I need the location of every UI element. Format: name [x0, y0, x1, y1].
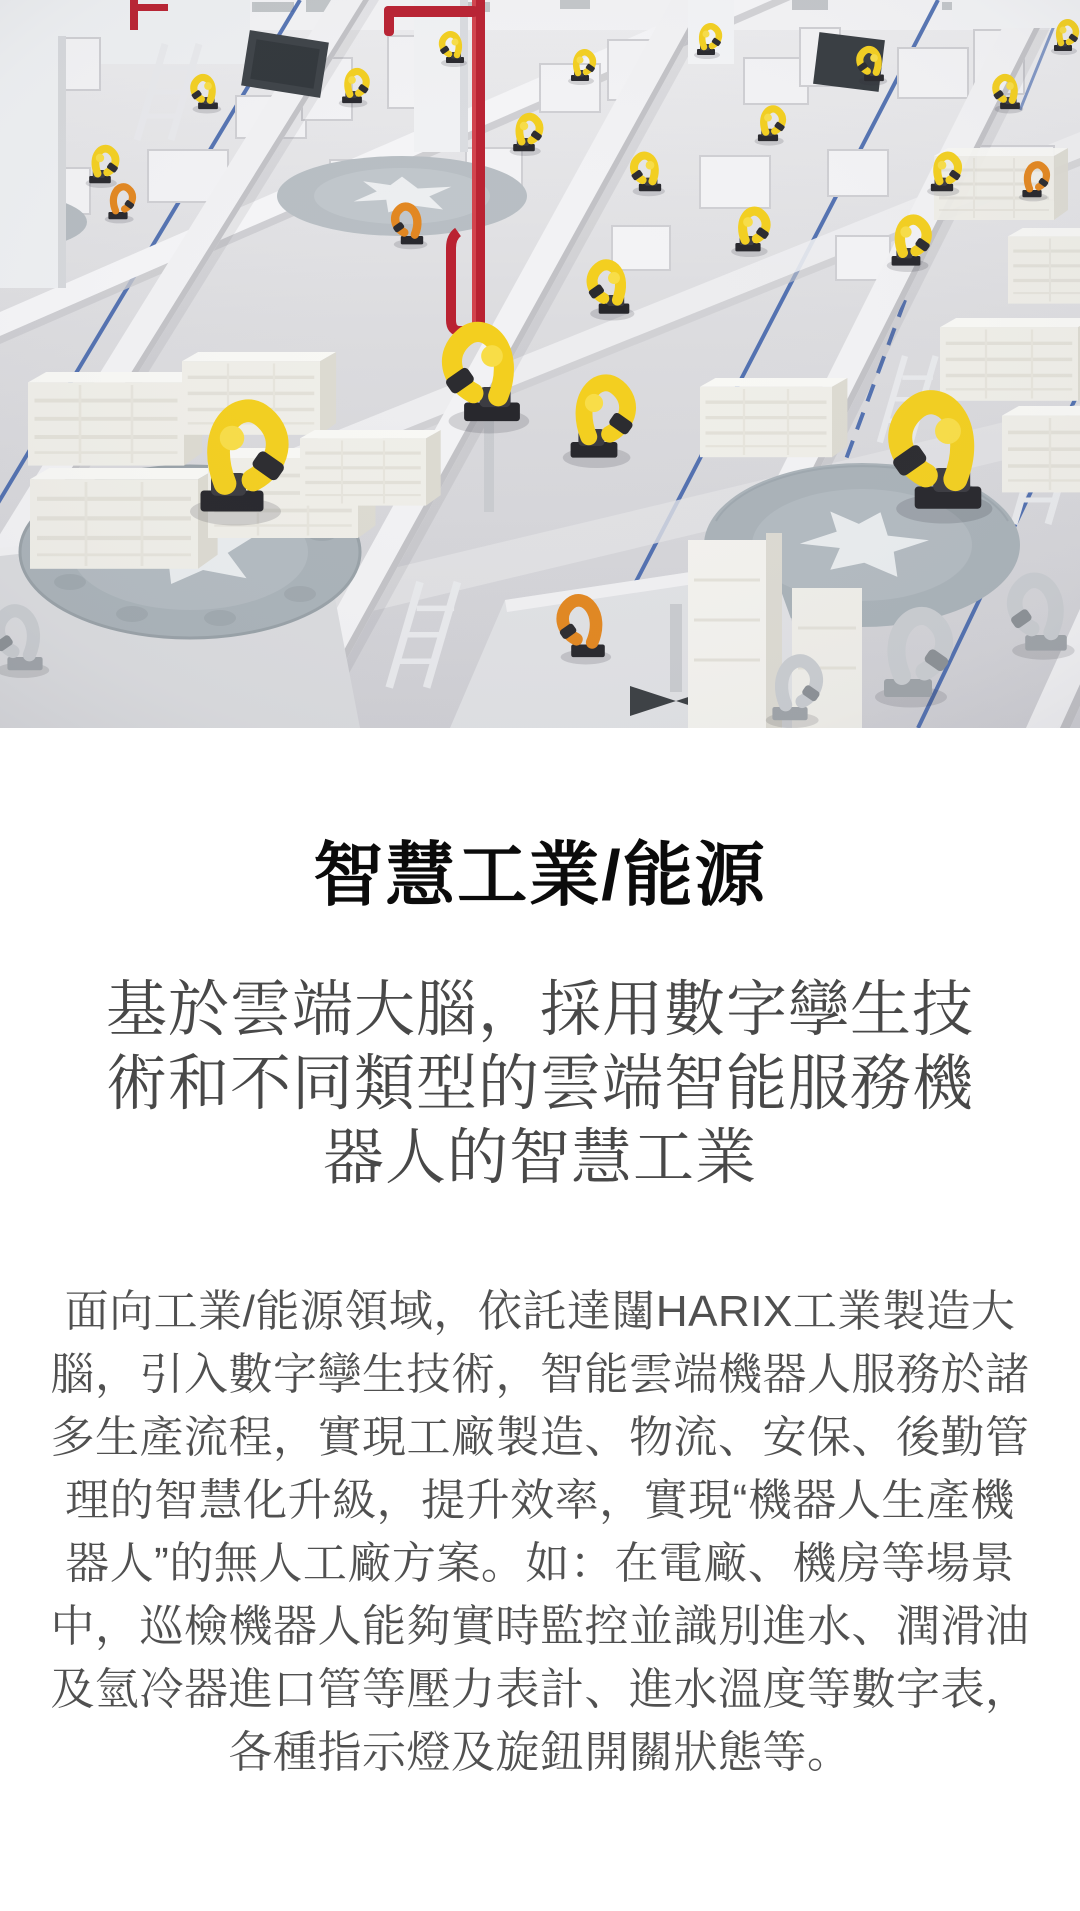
- section-title: 智慧工業/能源: [313, 836, 767, 914]
- factory-scene-image: [0, 0, 1080, 728]
- section-subtitle: 基於雲端大腦，採用數字孿生技術和不同類型的雲端智能服務機器人的智慧工業: [105, 975, 974, 1191]
- section-smart-industry: [0, 836, 1080, 1784]
- section-body: 面向工業/能源領域，依託達闥HARIX工業製造大腦，引入數字孿生技術，智能雲端機器人服務於諸多生產流程，實現工廠製造、物流、安保、後勤管理的智慧化升級，提升效率，實現“機器人生產機器人”的無人工廠方案。如：在電廠、機房等場景中，巡檢機器人能夠實時監控並識別進水、潤滑油及氫冷器進口管等壓力表計、進水溫度等數字表，各種指示燈及旋鈕開關狀態等。: [50, 1287, 1030, 1777]
- factory-video-frame: [0, 0, 1080, 728]
